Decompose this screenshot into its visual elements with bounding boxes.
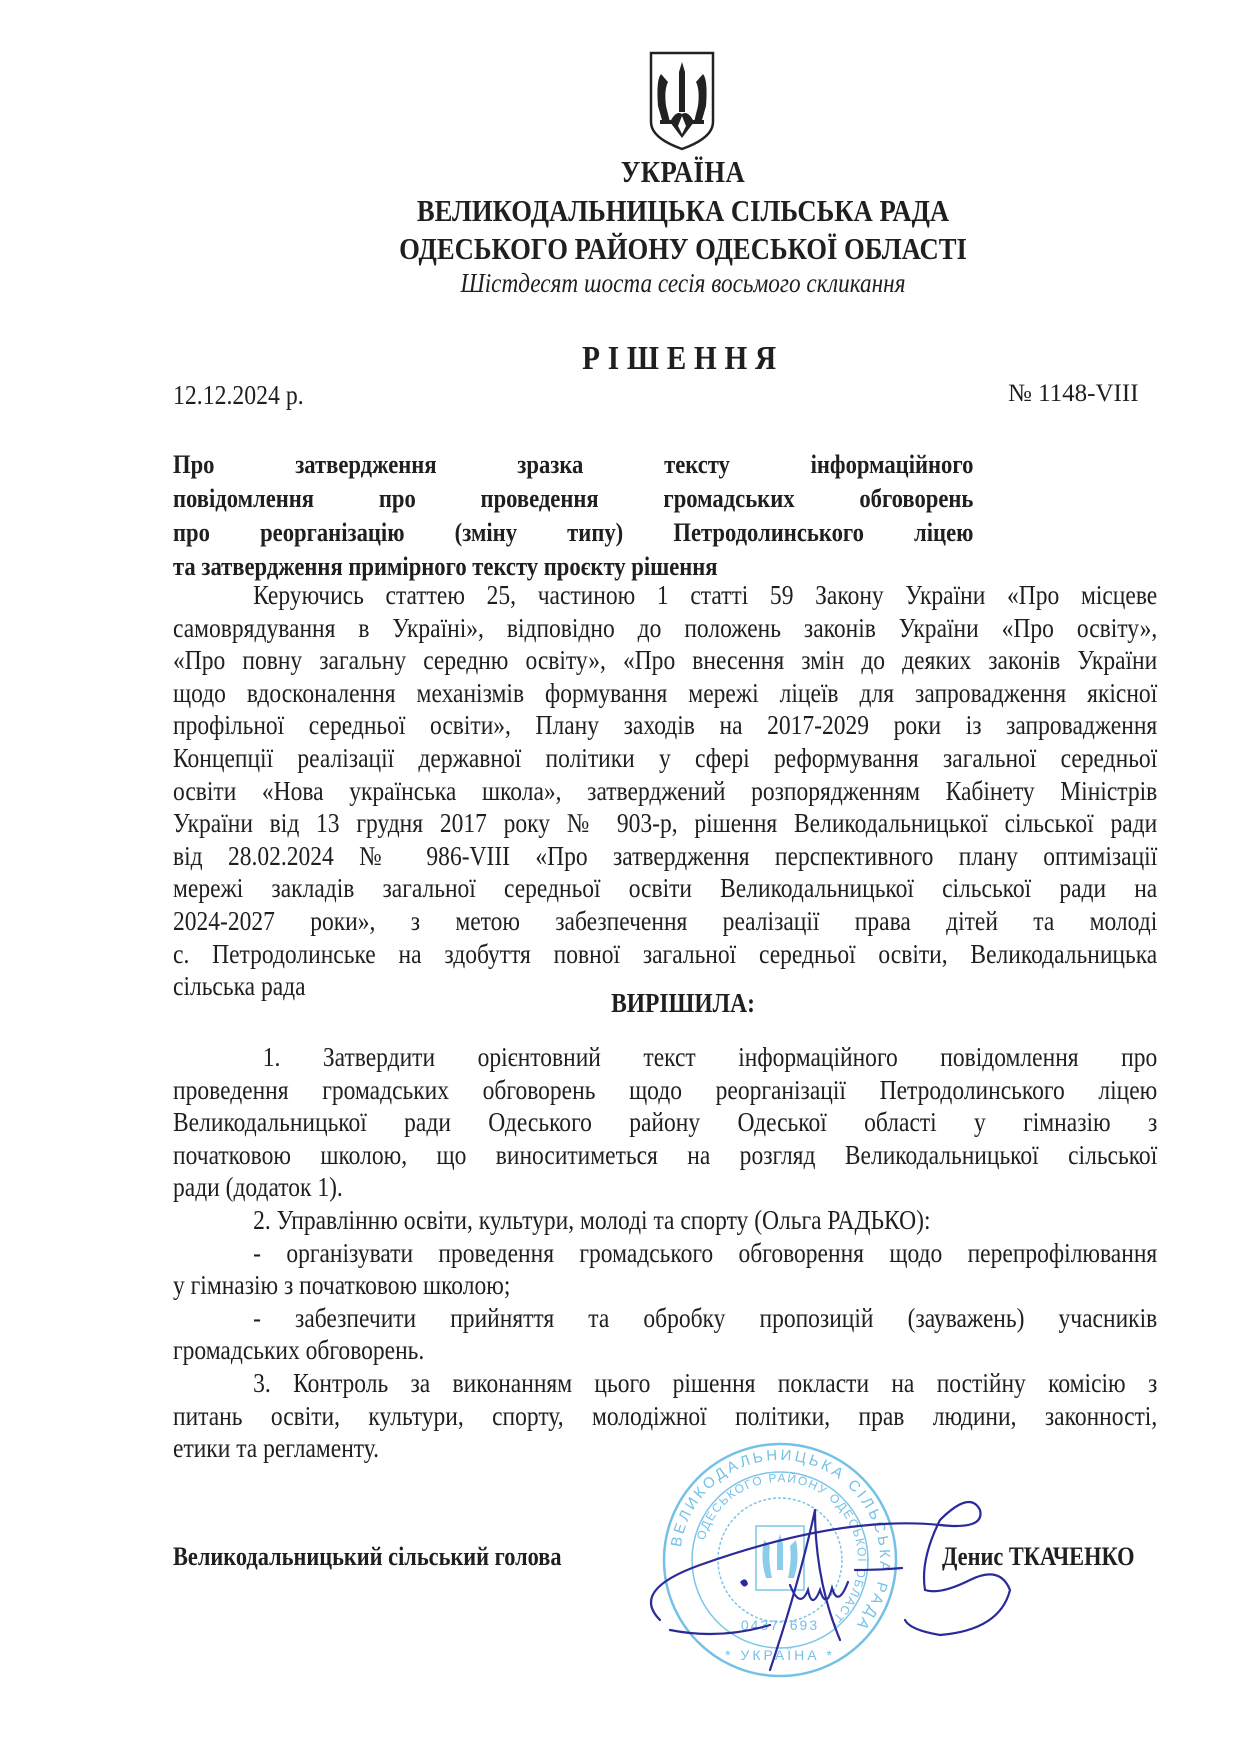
preamble-line: Керуючись статтею 25, частиною 1 статті 59 Закону України «Про місцеве <box>253 580 1158 610</box>
decision-number: № 1148-VIII <box>1008 380 1139 407</box>
preamble-line: самоврядування в Україні», відповідно до положень законів України «Про освіту», <box>173 612 1158 643</box>
preamble-line: профільної середньої освіти», Плану заходів на 2017-2029 роки із запровадження <box>173 710 1158 741</box>
resolution-2-bullet-line: - забезпечити прийняття та обробку пропозицій (зауважень) учасників <box>253 1302 1158 1333</box>
trident-coat-of-arms-icon <box>648 50 716 152</box>
preamble-line: с. Петродолинське на здобуття повної загальної середньої освіти, Великодальницька <box>173 938 1158 969</box>
resolution-1-line: 1. Затвердити орієнтовний текст інформаційного повідомлення про <box>262 1042 1158 1072</box>
signatory-position: Великодальницький сільський голова <box>173 1542 562 1571</box>
district-heading: ОДЕСЬКОГО РАЙОНУ ОДЕСЬКОЇ ОБЛАСТІ <box>399 231 967 266</box>
svg-text:* УКРАЇНА *: * УКРАЇНА * <box>725 1647 835 1663</box>
preamble-line: освіти «Нова українська школа», затверджений розпорядженням Кабінету Міністрів <box>173 775 1158 806</box>
resolved-heading: ВИРІШИЛА: <box>611 988 755 1018</box>
preamble-line: Концепції реалізації державної політики у сфері реформування загальної середньої <box>173 742 1158 773</box>
subject-line: та затвердження примірного тексту проєкту рішення <box>173 552 718 581</box>
resolution-3-line: питань освіти, культури, спорту, молодіжної політики, прав людини, законності, <box>173 1400 1158 1431</box>
resolution-3-line: етики та регламенту. <box>173 1433 380 1464</box>
subject-line: Про затвердження зразка тексту інформаційного <box>173 450 974 479</box>
resolution-1-line: Великодальницької ради Одеського району Одеської області у гімназію з <box>173 1107 1158 1138</box>
resolution-2-bullet-line: громадських обговорень. <box>173 1335 425 1366</box>
decision-date: 12.12.2024 р. <box>173 380 304 410</box>
preamble-line: сільська рада <box>173 971 306 1002</box>
decision-subject <box>173 448 973 584</box>
handwritten-signature-icon <box>640 1470 1020 1690</box>
svg-text:04377693: 04377693 <box>740 1617 820 1633</box>
resolution-3-line: 3. Контроль за виконанням цього рішення покласти на постійну комісію з <box>253 1367 1158 1398</box>
country-heading: УКРАЇНА <box>620 154 746 189</box>
resolution-2-bullet-line: - організувати проведення громадського обговорення щодо перепрофілювання <box>253 1237 1158 1268</box>
resolutions-list <box>173 1041 1157 1465</box>
resolution-1-line: проведення громадських обговорень щодо реорганізації Петродолинського ліцею <box>173 1074 1158 1105</box>
resolution-2-line: 2. Управлінню освіти, культури, молоді та спорту (Ольга РАДЬКО): <box>253 1204 931 1235</box>
preamble-line: від 28.02.2024 № 986-VIII «Про затвердження перспективного плану оптимізації <box>173 840 1158 871</box>
preamble-line: щодо вдосконалення механізмів формування мережі ліцеїв для запровадження якісної <box>173 677 1158 708</box>
preamble-line: України від 13 грудня 2017 року № 903-р, рішення Великодальницької сільської ради <box>173 808 1158 839</box>
resolution-1-line: початковою школою, що виноситиметься на розгляд Великодальницької сільської <box>173 1139 1158 1170</box>
signatory-name: Денис ТКАЧЕНКО <box>942 1542 1135 1571</box>
subject-line: повідомлення про проведення громадських обговорень <box>173 484 974 513</box>
subject-line: про реорганізацію (зміну типу) Петродолинського ліцею <box>173 518 974 547</box>
preamble-line: мережі закладів загальної середньої освіти Великодальницької сільської ради на <box>173 873 1158 904</box>
council-heading: ВЕЛИКОДАЛЬНИЦЬКА СІЛЬСЬКА РАДА <box>416 193 950 228</box>
preamble-paragraph <box>173 579 1157 1003</box>
resolution-2-bullet-line: у гімназію з початковою школою; <box>173 1270 511 1301</box>
preamble-line: «Про повну загальну середню освіту», «Про внесення змін до деяких законів України <box>173 645 1158 676</box>
preamble-line: 2024-2027 роки», з метою забезпечення реалізації права дітей та молоді <box>173 905 1158 936</box>
svg-text:ВЕЛИКОДАЛЬНИЦЬКА СІЛЬСЬКА РАДА: ВЕЛИКОДАЛЬНИЦЬКА СІЛЬСЬКА РАДА <box>667 1446 894 1635</box>
session-subheading: Шістдесят шоста сесія восьмого скликання <box>460 268 906 298</box>
document-type-heading: РІШЕННЯ <box>582 340 784 377</box>
svg-text:ОДЕСЬКОГО РАЙОНУ ОДЕСЬКОЇ ОБЛА: ОДЕСЬКОГО РАЙОНУ ОДЕСЬКОЇ ОБЛАСТІ <box>693 1470 870 1630</box>
resolution-1-line: ради (додаток 1). <box>173 1172 343 1203</box>
